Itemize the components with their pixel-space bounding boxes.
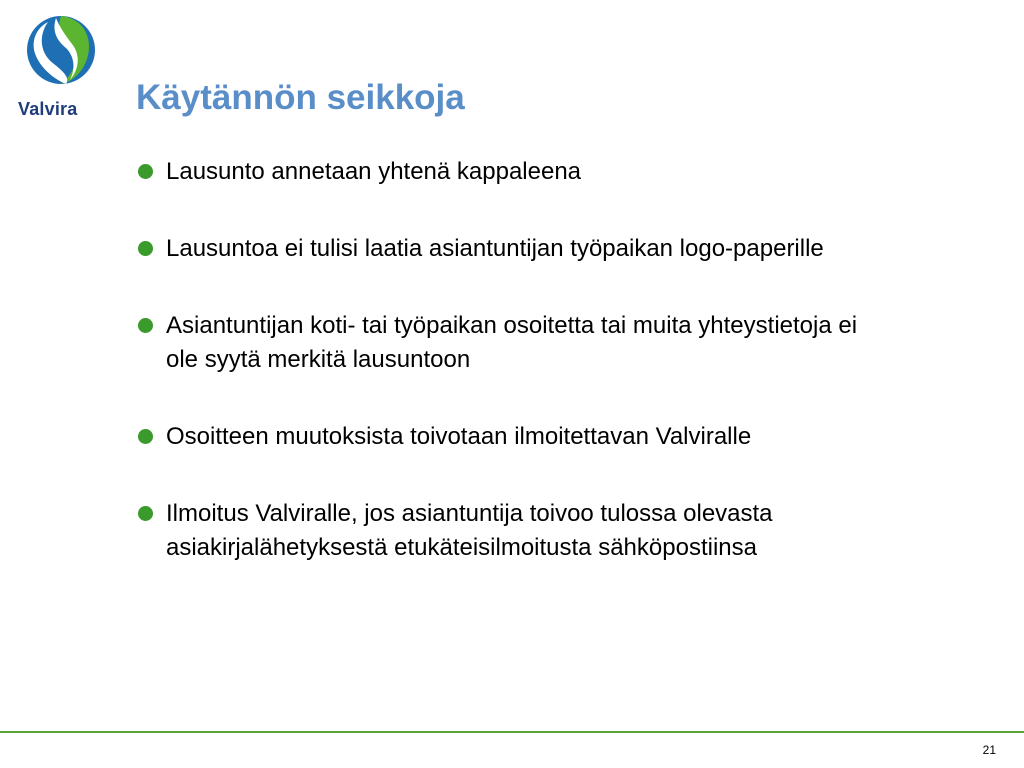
bullet-item [136, 497, 876, 565]
bullet-item [136, 309, 876, 377]
bullet-dot-icon [138, 318, 153, 333]
bullet-item [136, 232, 876, 266]
bullet-item [136, 155, 876, 189]
bullet-item [136, 420, 876, 454]
bullet-text: Lausunto annetaan yhtenä kappaleena [166, 158, 582, 185]
bullet-text: Lausuntoa ei tulisi laatia asiantuntijan työpaikan logo-paperille [166, 235, 824, 262]
bullet-dot-icon [138, 506, 153, 521]
valvira-swirl-icon [26, 14, 96, 86]
bullet-dot-icon [138, 241, 153, 256]
slide-title: Käytännön seikkoja [136, 78, 465, 117]
bullet-text: Osoitteen muutoksista toivotaan ilmoitettavan Valviralle [166, 423, 752, 450]
logo-wordmark: Valvira [18, 99, 78, 119]
page-number: 21 [982, 743, 996, 757]
footer-divider [0, 731, 1024, 733]
bullet-text: Ilmoitus Valviralle, jos asiantuntija toivoo tulossa olevasta asiakirjalähetyksestä etukäteisilmoitusta sähköpostiinsa [166, 500, 773, 561]
bullet-text: Asiantuntijan koti- tai työpaikan osoitetta tai muita yhteystietoja ei ole syytä merkitä lausuntoon [166, 312, 858, 373]
bullet-list [136, 155, 876, 608]
bullet-dot-icon [138, 164, 153, 179]
valvira-logo [18, 14, 104, 119]
bullet-dot-icon [138, 429, 153, 444]
